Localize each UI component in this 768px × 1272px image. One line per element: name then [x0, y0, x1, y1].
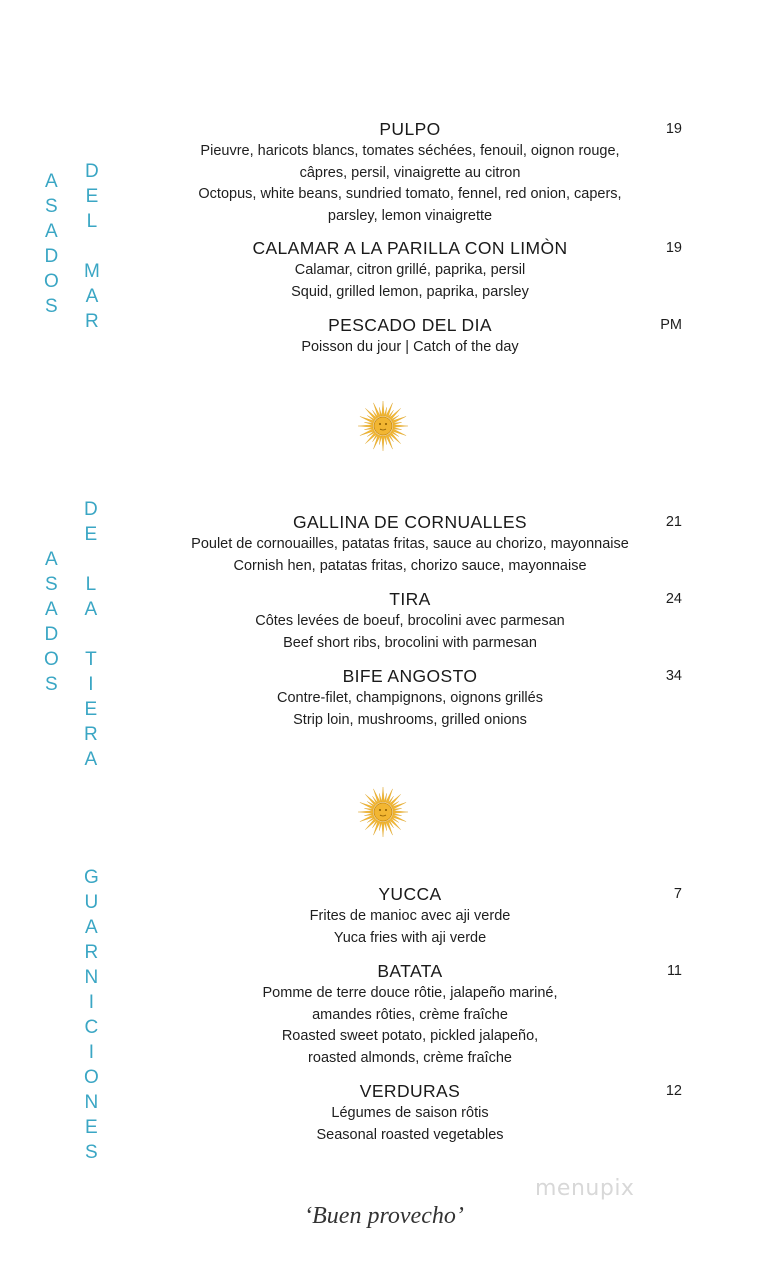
item-name: TIRA	[389, 589, 431, 609]
menu-item	[130, 882, 690, 949]
item-price: 19	[665, 121, 682, 137]
item-desc: câpres, persil, vinaigrette au citron	[299, 164, 521, 181]
section-title-guarniciones: G U A R N I C I O N E S	[84, 867, 99, 1163]
menu-section-asados-del-mar	[130, 117, 690, 359]
item-desc: Strip loin, mushrooms, grilled onions	[293, 711, 527, 728]
menu-item	[130, 1079, 690, 1146]
item-name: CALAMAR A LA PARILLA CON LIMÒN	[252, 238, 568, 258]
item-desc: Octopus, white beans, sundried tomato, fennel, red onion, capers,	[198, 186, 622, 202]
item-desc: Yuca fries with aji verde	[333, 929, 487, 946]
menu-item	[130, 664, 690, 731]
menu-section-guarniciones	[130, 882, 690, 1146]
item-desc: roasted almonds, crème fraîche	[308, 1049, 512, 1066]
item-desc: amandes rôties, crème fraîche	[312, 1006, 508, 1023]
item-price: 19	[665, 240, 682, 256]
item-desc: Pieuvre, haricots blancs, tomates séchées, fenouil, oignon rouge,	[200, 143, 620, 159]
sun-icon	[356, 785, 410, 839]
item-desc: Beef short ribs, brocolini with parmesan	[283, 634, 537, 651]
section-title-asados-tierra-2: D E L A T I E R A	[84, 499, 98, 770]
item-desc: Contre-filet, champignons, oignons grillés	[277, 690, 543, 706]
menu-item	[130, 236, 690, 303]
footer-tagline: ‘Buen provecho’	[304, 1203, 464, 1229]
item-desc: Poulet de cornouailles, patatas fritas, sauce au chorizo, mayonnaise	[191, 536, 629, 552]
item-desc: Squid, grilled lemon, paprika, parsley	[291, 283, 529, 300]
item-desc: parsley, lemon vinaigrette	[327, 207, 493, 224]
item-price: 21	[665, 514, 682, 530]
item-desc: Poisson du jour | Catch of the day	[301, 339, 519, 355]
menu-item	[130, 959, 690, 1069]
item-desc: Frites de manioc avec aji verde	[309, 908, 511, 924]
item-price: 34	[665, 668, 682, 684]
watermark: menupix	[535, 1176, 635, 1201]
menu-item	[130, 587, 690, 654]
item-name: BATATA	[377, 961, 443, 981]
item-desc: Pomme de terre douce rôtie, jalapeño mariné,	[262, 985, 558, 1001]
item-name: PULPO	[379, 119, 441, 139]
item-price: PM	[660, 317, 682, 333]
menu-item	[130, 510, 690, 577]
item-price: 24	[665, 591, 682, 607]
item-name: PESCADO DEL DIA	[328, 315, 492, 335]
item-desc: Roasted sweet potato, pickled jalapeño,	[281, 1028, 539, 1044]
sun-icon	[356, 399, 410, 453]
item-desc: Cornish hen, patatas fritas, chorizo sauce, mayonnaise	[233, 557, 587, 574]
item-desc: Calamar, citron grillé, paprika, persil	[294, 262, 526, 278]
item-desc: Côtes levées de boeuf, brocolini avec parmesan	[255, 613, 565, 629]
item-desc: Seasonal roasted vegetables	[316, 1126, 504, 1143]
item-name: GALLINA DE CORNUALLES	[292, 512, 528, 532]
item-price: 7	[673, 886, 682, 902]
section-title-asados-mar-2: D E L M A R	[84, 161, 100, 332]
menu-item	[130, 313, 690, 359]
item-desc: Légumes de saison rôtis	[331, 1105, 489, 1121]
section-title-asados-mar-1: A S A D O S	[44, 171, 59, 317]
item-name: VERDURAS	[359, 1081, 461, 1101]
item-price: 12	[665, 1083, 682, 1099]
item-name: BIFE ANGOSTO	[342, 666, 478, 686]
section-title-asados-tierra-1: A S A D O S	[44, 549, 59, 695]
menu-item	[130, 117, 690, 227]
item-price: 11	[666, 963, 682, 979]
item-name: YUCCA	[378, 884, 442, 904]
menu-section-asados-de-la-tiera	[130, 510, 690, 731]
